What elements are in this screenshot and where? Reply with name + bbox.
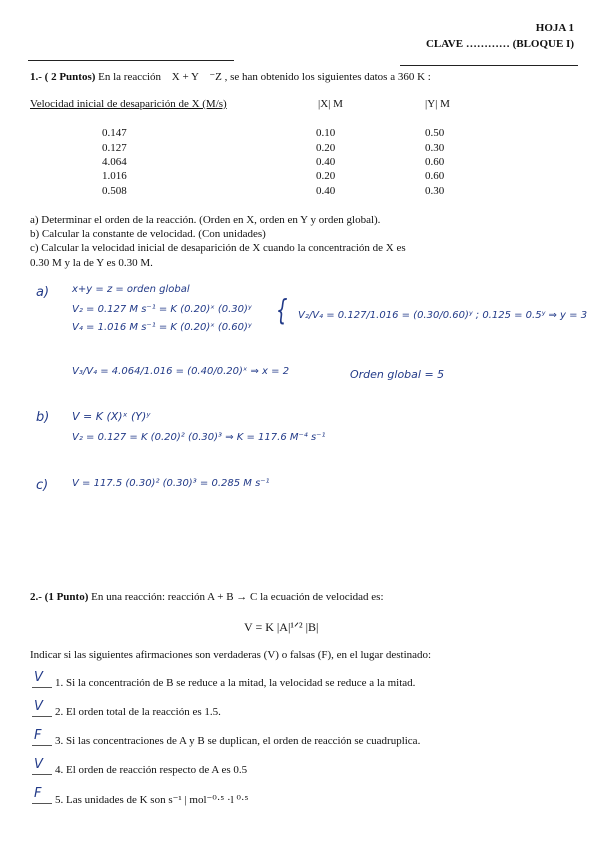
- hand-a-line1: x+y = z = orden global: [72, 284, 190, 295]
- q1-question-a: a) Determinar el orden de la reacción. (Orden en X, orden en Y y orden global).: [30, 214, 381, 226]
- table-cell: 0.40: [316, 156, 336, 168]
- table-header-y: |Y| M: [425, 98, 450, 110]
- answer-mark: V: [34, 699, 43, 714]
- hand-c-label: c): [36, 478, 49, 493]
- q2-label: 2.- (1 Punto): [30, 591, 89, 603]
- table-header-rate: Velocidad inicial de desaparición de X (M/s): [30, 98, 227, 110]
- table-cell: 0.40: [316, 185, 336, 197]
- table-cell: 0.50: [425, 127, 445, 139]
- hand-a-line4: V₃/V₄ = 4.064/1.016 = (0.40/0.20)ˣ ⇒ x = 2: [72, 366, 290, 377]
- q2-statement: [30, 591, 384, 603]
- sheet-number: HOJA 1: [535, 22, 574, 34]
- answer-key-block: CLAVE ………… (BLOQUE I): [425, 38, 574, 50]
- table-cell: 0.147: [102, 127, 127, 139]
- hand-c-line1: V = 117.5 (0.30)² (0.30)³ = 0.285 M s⁻¹: [72, 478, 270, 489]
- table-cell: 0.508: [102, 185, 127, 197]
- table-header-x: |X| M: [318, 98, 343, 110]
- table-cell: 0.127: [102, 142, 127, 154]
- table-cell: 0.20: [316, 170, 336, 182]
- hand-b-line2: V₂ = 0.127 = K (0.20)² (0.30)³ ⇒ K = 117.6 M⁻⁴ s⁻¹: [72, 432, 326, 443]
- answer-mark: V: [34, 670, 43, 685]
- answer-blank: [32, 745, 52, 746]
- answer-mark: F: [34, 786, 42, 801]
- table-cell: 1.016: [102, 170, 127, 182]
- header-rule-right: [400, 65, 578, 66]
- hand-a-ratio: V₂/V₄ = 0.127/1.016 = (0.30/0.60)ʸ ; 0.125 = 0.5ʸ ⇒ y = 3: [298, 310, 588, 321]
- table-cell: 0.60: [425, 156, 445, 168]
- hand-b-line1: V = K (X)ˣ (Y)ʸ: [72, 410, 151, 423]
- answer-blank: [32, 687, 52, 688]
- hand-b-label: b): [36, 410, 50, 425]
- q1-intro-a: En la reacción: [98, 71, 162, 83]
- table-cell: 0.60: [425, 170, 445, 182]
- q1-intro-b: , se han obtenido los siguientes datos a 360 K :: [224, 71, 431, 83]
- q2-instruction: Indicar si las siguientes afirmaciones son verdaderas (V) o falsas (F), en el lugar destinado:: [30, 649, 432, 661]
- statement-text: 1. Si la concentración de B se reduce a la mitad, la velocidad se reduce a la mitad.: [55, 677, 416, 689]
- q1-statement: [30, 70, 431, 83]
- statement-text: 5. Las unidades de K son s⁻¹ | mol⁻⁰·⁵ ·l ⁰·⁵: [55, 794, 249, 806]
- q1-reaction: X + Y: [171, 71, 199, 83]
- q1-product: ⁻Z: [209, 71, 222, 83]
- q1-question-b: b) Calcular la constante de velocidad. (Con unidades): [30, 228, 266, 240]
- table-cell: 0.20: [316, 142, 336, 154]
- hand-a-line3: V₄ = 1.016 M s⁻¹ = K (0.20)ˣ (0.60)ʸ: [72, 322, 252, 333]
- statement-text: 4. El orden de reacción respecto de A es 0.5: [55, 764, 248, 776]
- answer-blank: [32, 803, 52, 804]
- hand-a-brace: {: [276, 293, 288, 328]
- table-cell: 0.30: [425, 142, 445, 154]
- rate-equation: V = K |A|¹ᐟ² |B|: [244, 620, 319, 634]
- q1-question-c: c) Calcular la velocidad inicial de desaparición de X cuando la concentración de X es: [30, 242, 406, 254]
- table-cell: 0.30: [425, 185, 445, 197]
- answer-blank: [32, 716, 52, 717]
- header-rule-left: [28, 60, 234, 61]
- hand-a-line2: V₂ = 0.127 M s⁻¹ = K (0.20)ˣ (0.30)ʸ: [72, 304, 252, 315]
- table-cell: 0.10: [316, 127, 336, 139]
- answer-blank: [32, 774, 52, 775]
- hand-a-label: a): [36, 285, 50, 300]
- statement-text: 3. Si las concentraciones de A y B se duplican, el orden de reacción se cuadruplica.: [55, 735, 421, 747]
- q1-label: 1.- ( 2 Puntos): [30, 71, 96, 83]
- answer-mark: V: [34, 757, 43, 772]
- hand-a-global: Orden global = 5: [350, 368, 445, 381]
- answer-mark: F: [34, 728, 42, 743]
- q2-intro: En una reacción: reacción A + B → C la ecuación de velocidad es:: [91, 591, 384, 603]
- q1-question-c-cont: 0.30 M y la de Y es 0.30 M.: [30, 257, 153, 269]
- statement-text: 2. El orden total de la reacción es 1.5.: [55, 706, 221, 718]
- table-cell: 4.064: [102, 156, 127, 168]
